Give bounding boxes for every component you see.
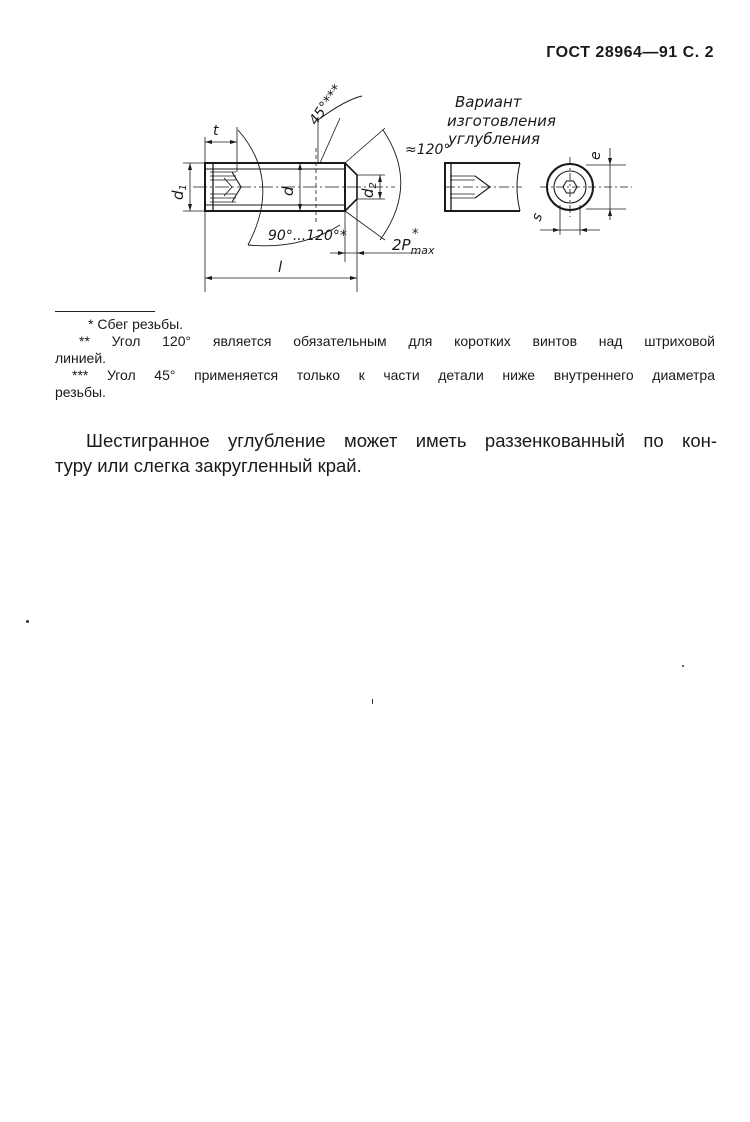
scan-speck bbox=[26, 620, 29, 623]
footnote-2-cont bbox=[55, 350, 715, 367]
footnote-3-text-line1: Угол 45° применяется только к части детали ниже внутреннего диаметра bbox=[106, 367, 715, 383]
dim-t-label: t bbox=[213, 123, 219, 139]
dim-s-label: s bbox=[528, 211, 547, 224]
variant-label-line3: углубления bbox=[448, 130, 540, 148]
footnote-2-text-line2: линией. bbox=[55, 350, 107, 366]
footnotes bbox=[55, 316, 715, 401]
dim-2p-star: * bbox=[412, 227, 419, 242]
body-paragraph bbox=[55, 428, 717, 478]
dim-90-120-label: 90°...120°* bbox=[268, 228, 347, 244]
page-header bbox=[546, 44, 714, 62]
screw-main-view bbox=[193, 148, 395, 222]
dim-2p-label: $2P_{max}$ bbox=[392, 236, 435, 257]
dim-45-label: 45°*** bbox=[306, 81, 346, 129]
dim-e-label: e bbox=[588, 151, 604, 160]
footnote-separator bbox=[55, 311, 155, 312]
footnote-2-text-line1: Угол 120° является обязательным для коротких винтов над штриховой bbox=[111, 333, 715, 349]
footnote-2-mark: ** bbox=[79, 333, 90, 349]
footnote-3 bbox=[55, 367, 715, 384]
scan-speck bbox=[372, 699, 373, 704]
dim-d1-label: $d_1$ bbox=[169, 184, 189, 200]
footnote-3-mark: *** bbox=[72, 367, 89, 383]
variant-label-line2: изготовления bbox=[447, 112, 556, 130]
dim-d-label: d bbox=[279, 186, 297, 196]
footnote-2 bbox=[55, 333, 715, 350]
screw-end-view bbox=[540, 148, 632, 235]
footnote-1-mark: * bbox=[88, 316, 94, 332]
footnote-3-text-line2: резьбы. bbox=[55, 384, 106, 400]
body-paragraph-line2: туру или слегка закругленный край. bbox=[55, 455, 362, 476]
footnote-3-cont bbox=[55, 384, 715, 401]
standard-page-title: ГОСТ 28964—91 С. 2 bbox=[546, 44, 714, 61]
body-paragraph-line1: Шестигранное углубление может иметь раззенкованный по кон- bbox=[86, 430, 717, 451]
scan-speck bbox=[682, 665, 684, 667]
variant-label-line1: Вариант bbox=[455, 93, 522, 111]
footnote-1-text: Сбег резьбы. bbox=[97, 316, 184, 332]
dim-d2-label: $d_2$ bbox=[359, 182, 379, 198]
footnote-1 bbox=[55, 316, 715, 333]
dim-l-label: l bbox=[278, 258, 283, 276]
dim-120-label: ≈120° bbox=[405, 142, 451, 158]
technical-drawing bbox=[0, 80, 750, 300]
socket-variant-view bbox=[445, 163, 522, 211]
